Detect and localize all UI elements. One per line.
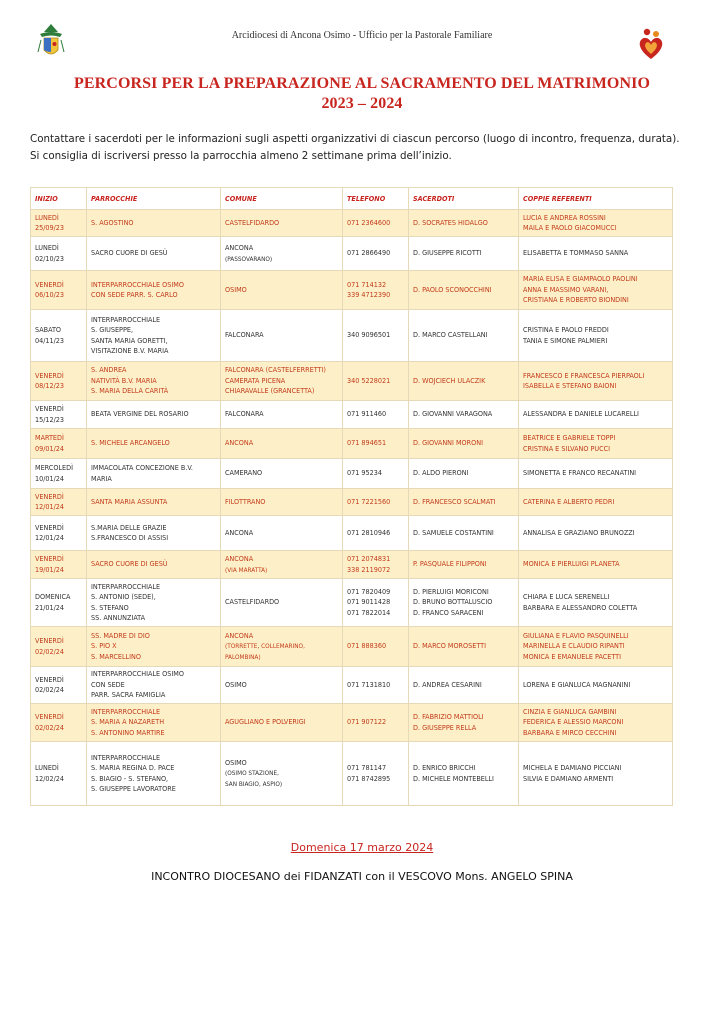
cell-line: PALOMBINA) bbox=[225, 652, 261, 661]
cell-coppie bbox=[519, 551, 673, 579]
cell-sacerdoti bbox=[409, 459, 519, 489]
cell-line: S. ANTONIO (SEDE), bbox=[91, 592, 156, 601]
cell-coppie bbox=[519, 362, 673, 401]
cell-line: MICHELA E DAMIANO PICCIANI bbox=[523, 763, 622, 772]
table-row bbox=[31, 579, 673, 627]
cell-line: 12/01/24 bbox=[35, 502, 65, 511]
cell-line: FRANCESCO E FRANCESCA PIERPAOLI bbox=[523, 370, 645, 380]
cell-line: GIULIANA E FLAVIO PASQUINELLI bbox=[523, 630, 629, 640]
cell-line: 340 9096501 bbox=[347, 330, 391, 340]
cell-telefono bbox=[343, 489, 409, 516]
cell-inizio bbox=[31, 516, 87, 551]
cell-coppie bbox=[519, 627, 673, 667]
table-body bbox=[31, 210, 673, 806]
cell-line: D. MICHELE MONTEBELLI bbox=[413, 773, 494, 783]
cell-line: SS. ANNUNZIATA bbox=[91, 613, 145, 622]
intro-line-2: Si consiglia di iscriversi presso la parrocchia almeno 2 settimane prima dell’inizio. bbox=[30, 150, 452, 162]
table-row bbox=[31, 310, 673, 362]
cell-line: AGUGLIANO E POLVERIGI bbox=[225, 717, 306, 727]
cell-coppie bbox=[519, 742, 673, 806]
intro-text bbox=[30, 131, 700, 165]
cell-line: CRISTIANA E ROBERTO BIONDINI bbox=[523, 295, 629, 305]
cell-line: INTERPARROCCHIALE OSIMO bbox=[91, 279, 184, 289]
cell-line: FALCONARA bbox=[225, 330, 264, 340]
cell-line: CATERINA E ALBERTO PEDRI bbox=[523, 496, 615, 506]
table-row bbox=[31, 271, 673, 310]
cell-line: SANTA MARIA GORETTI, bbox=[91, 335, 168, 345]
cell-comune bbox=[221, 271, 343, 310]
cell-line: D. ALDO PIERONI bbox=[413, 468, 469, 478]
cell-parrocchie bbox=[87, 401, 221, 429]
cell-parrocchie bbox=[87, 271, 221, 310]
cell-line: 071 714132 bbox=[347, 279, 387, 289]
cell-line: S. MARIA DELLA CARITÀ bbox=[91, 386, 169, 396]
cell-line: S.MARIA DELLE GRAZIE bbox=[91, 522, 167, 532]
cell-line: P. PASQUALE FILIPPONI bbox=[413, 559, 487, 569]
page-header bbox=[0, 0, 724, 70]
table-row bbox=[31, 429, 673, 459]
cell-line: S. MARIA REGINA D. PACE bbox=[91, 763, 175, 772]
cell-inizio bbox=[31, 459, 87, 489]
table-row bbox=[31, 667, 673, 704]
cell-line: CAMERATA PICENA bbox=[225, 375, 286, 385]
cell-line: 06/10/23 bbox=[35, 290, 65, 299]
cell-comune bbox=[221, 459, 343, 489]
table-row bbox=[31, 742, 673, 806]
cell-line: D. SOCRATES HIDALGO bbox=[413, 217, 488, 227]
cell-line: MARINELLA E CLAUDIO RIPANTI bbox=[523, 641, 625, 651]
cell-line: CHIARA E LUCA SERENELLI bbox=[523, 592, 610, 601]
header-comune: COMUNE bbox=[221, 188, 343, 210]
cell-line: 25/09/23 bbox=[35, 223, 65, 232]
cell-line: 071 894651 bbox=[347, 438, 387, 448]
cell-telefono bbox=[343, 551, 409, 579]
cell-sacerdoti bbox=[409, 516, 519, 551]
cell-line: CON SEDE PARR. S. CARLO bbox=[91, 290, 178, 299]
cell-line: 02/02/24 bbox=[35, 722, 65, 732]
cell-line: ANCONA bbox=[225, 438, 254, 448]
table-header-row bbox=[31, 188, 673, 210]
cell-line: ANNA E MASSIMO VARANI, bbox=[523, 284, 609, 294]
cell-line: 071 2810946 bbox=[347, 527, 391, 537]
cell-comune bbox=[221, 362, 343, 401]
cell-line: SANTA MARIA ASSUNTA bbox=[91, 496, 168, 506]
cell-line: FALCONARA (CASTELFERRETTI) bbox=[225, 365, 326, 375]
cell-line: OSIMO bbox=[225, 757, 247, 767]
cell-line: 071 2364600 bbox=[347, 217, 391, 227]
cell-telefono bbox=[343, 310, 409, 362]
cell-line: CRISTINA E SILVANO PUCCI bbox=[523, 443, 611, 453]
cell-line: 338 2119072 bbox=[347, 564, 391, 574]
cell-line: LUNEDÌ bbox=[35, 763, 59, 772]
table-row bbox=[31, 489, 673, 516]
cell-line: S.FRANCESCO DI ASSISI bbox=[91, 533, 169, 542]
cell-line: 02/10/23 bbox=[35, 253, 65, 263]
cell-inizio bbox=[31, 210, 87, 237]
table-row bbox=[31, 551, 673, 579]
cell-line: MAILA E PAOLO GIACOMUCCI bbox=[523, 223, 617, 232]
cell-line: 071 2866490 bbox=[347, 248, 391, 258]
cell-comune bbox=[221, 429, 343, 459]
cell-sacerdoti bbox=[409, 271, 519, 310]
cell-parrocchie bbox=[87, 742, 221, 806]
cell-coppie bbox=[519, 210, 673, 237]
event-description: INCONTRO DIOCESANO dei FIDANZATI con il VESCOVO Mons. ANGELO SPINA bbox=[151, 870, 573, 883]
cell-line: INTERPARROCCHIALE OSIMO bbox=[91, 669, 184, 679]
cell-line: VISITAZIONE B.V. MARIA bbox=[91, 346, 169, 355]
cell-line: (OSIMO STAZIONE, bbox=[225, 769, 279, 778]
cell-line: 15/12/23 bbox=[35, 414, 65, 424]
cell-line: D. FABRIZIO MATTIOLI bbox=[413, 712, 484, 721]
cell-line: LUCIA E ANDREA ROSSINI bbox=[523, 212, 606, 222]
cell-comune bbox=[221, 742, 343, 806]
cell-sacerdoti bbox=[409, 704, 519, 742]
cell-line: 04/11/23 bbox=[35, 335, 65, 345]
cell-telefono bbox=[343, 401, 409, 429]
cell-line: D. WOJCIECH ULACZIK bbox=[413, 375, 486, 385]
cell-parrocchie bbox=[87, 362, 221, 401]
cell-line: LUNEDÌ bbox=[35, 212, 59, 222]
organization-name: Arcidiocesi di Ancona Osimo - Ufficio per la Pastorale Familiare bbox=[231, 30, 493, 41]
cell-line: MONICA E EMANUELE PACETTI bbox=[523, 651, 622, 661]
table-row bbox=[31, 516, 673, 551]
cell-inizio bbox=[31, 627, 87, 667]
cell-comune bbox=[221, 210, 343, 237]
cell-line: SS. MADRE DI DIO bbox=[91, 630, 150, 640]
cell-line: FEDERICA E ALESSIO MARCONI bbox=[523, 717, 624, 727]
cell-inizio bbox=[31, 667, 87, 704]
cell-line: 09/01/24 bbox=[35, 443, 65, 453]
cell-parrocchie bbox=[87, 627, 221, 667]
cell-parrocchie bbox=[87, 516, 221, 551]
cell-line: 340 5228021 bbox=[347, 375, 391, 385]
cell-line: D. SAMUELE COSTANTINI bbox=[413, 527, 494, 537]
cell-parrocchie bbox=[87, 459, 221, 489]
cell-line: 071 95234 bbox=[347, 468, 382, 478]
cell-line: ANCONA bbox=[225, 527, 254, 537]
cell-sacerdoti bbox=[409, 551, 519, 579]
cell-coppie bbox=[519, 237, 673, 271]
cell-telefono bbox=[343, 271, 409, 310]
cell-line: CRISTINA E PAOLO FREDDI bbox=[523, 325, 609, 334]
table-row bbox=[31, 704, 673, 742]
event-date bbox=[0, 841, 724, 854]
cell-coppie bbox=[519, 271, 673, 310]
cell-comune bbox=[221, 551, 343, 579]
cell-line: SABATO bbox=[35, 325, 61, 334]
cell-sacerdoti bbox=[409, 310, 519, 362]
bishop-crest-icon bbox=[36, 22, 66, 62]
cell-line: TANIA E SIMONE PALMIERI bbox=[523, 335, 608, 345]
cell-line: VENERDÌ bbox=[35, 712, 64, 721]
table-row bbox=[31, 627, 673, 667]
table-row bbox=[31, 362, 673, 401]
cell-telefono bbox=[343, 210, 409, 237]
cell-line: D. FRANCESCO SCALMATI bbox=[413, 496, 496, 506]
cell-line: BEATRICE E GABRIELE TOPPI bbox=[523, 433, 616, 442]
cell-line: D. PAOLO SCONOCCHINI bbox=[413, 284, 492, 294]
cell-line: D. MARCO CASTELLANI bbox=[413, 330, 488, 340]
cell-line: S. GIUSEPPE, bbox=[91, 325, 133, 334]
cell-sacerdoti bbox=[409, 210, 519, 237]
cell-line: 071 911460 bbox=[347, 409, 387, 419]
cell-line: 071 8742895 bbox=[347, 773, 391, 783]
table-row bbox=[31, 401, 673, 429]
cell-line: MARIA ELISA E GIAMPAOLO PAOLINI bbox=[523, 274, 638, 284]
cell-line: MARTEDÌ bbox=[35, 433, 64, 442]
header-parrocchie: PARROCCHIE bbox=[87, 188, 221, 210]
cell-inizio bbox=[31, 551, 87, 579]
cell-line: OSIMO bbox=[225, 284, 247, 294]
cell-coppie bbox=[519, 516, 673, 551]
cell-line: ANCONA bbox=[225, 630, 254, 640]
cell-parrocchie bbox=[87, 429, 221, 459]
cell-line: FILOTTRANO bbox=[225, 496, 266, 506]
cell-inizio bbox=[31, 742, 87, 806]
header-sacerdoti: SACERDOTI bbox=[409, 188, 519, 210]
cell-line: 19/01/24 bbox=[35, 564, 65, 574]
cell-telefono bbox=[343, 627, 409, 667]
cell-line: D. GIUSEPPE RICOTTI bbox=[413, 248, 482, 258]
cell-line: D. PIERLUIGI MORICONI bbox=[413, 586, 489, 596]
cell-line: INTERPARROCCHIALE bbox=[91, 706, 161, 716]
cell-inizio bbox=[31, 237, 87, 271]
title-line-2: 2023 – 2024 bbox=[321, 95, 403, 112]
table-row bbox=[31, 459, 673, 489]
cell-line: 071 7822014 bbox=[347, 607, 391, 617]
cell-line: VENERDÌ bbox=[35, 554, 64, 563]
cell-line: 071 7820409 bbox=[347, 586, 391, 596]
cell-comune bbox=[221, 627, 343, 667]
cell-line: VENERDÌ bbox=[35, 522, 64, 532]
cell-inizio bbox=[31, 579, 87, 627]
cell-line: 12/01/24 bbox=[35, 533, 65, 542]
cell-line: D. ENRICO BRICCHI bbox=[413, 763, 476, 772]
cell-line: SACRO CUORE DI GESÙ bbox=[91, 559, 168, 569]
header-telefono: TELEFONO bbox=[343, 188, 409, 210]
cell-sacerdoti bbox=[409, 237, 519, 271]
cell-coppie bbox=[519, 310, 673, 362]
cell-telefono bbox=[343, 516, 409, 551]
cell-line: CAMERANO bbox=[225, 468, 263, 478]
cell-line: S. PIO X bbox=[91, 641, 117, 651]
cell-line: CASTELFIDARDO bbox=[225, 597, 280, 607]
cell-line: 12/02/24 bbox=[35, 773, 65, 783]
cell-telefono bbox=[343, 459, 409, 489]
cell-line: BEATA VERGINE DEL ROSARIO bbox=[91, 409, 189, 419]
cell-line: S. MICHELE ARCANGELO bbox=[91, 438, 170, 448]
cell-telefono bbox=[343, 429, 409, 459]
table-row bbox=[31, 210, 673, 237]
cell-line: S. AGOSTINO bbox=[91, 217, 134, 227]
cell-comune bbox=[221, 401, 343, 429]
cell-line: ISABELLA E STEFANO BAIONI bbox=[523, 381, 617, 390]
cell-line: VENERDÌ bbox=[35, 674, 64, 684]
cell-inizio bbox=[31, 489, 87, 516]
cell-inizio bbox=[31, 310, 87, 362]
cell-sacerdoti bbox=[409, 667, 519, 704]
cell-comune bbox=[221, 704, 343, 742]
cell-line: VENERDÌ bbox=[35, 491, 64, 501]
title-line-1: PERCORSI PER LA PREPARAZIONE AL SACRAMENTO DEL MATRIMONIO bbox=[74, 75, 650, 92]
cell-line: DOMENICA bbox=[35, 592, 71, 601]
family-heart-logo-icon bbox=[636, 26, 666, 62]
cell-line: S. STEFANO bbox=[91, 602, 129, 612]
cell-line: OSIMO bbox=[225, 679, 247, 689]
cell-line: SAN BIAGIO, ASPIO) bbox=[225, 779, 283, 788]
cell-coppie bbox=[519, 579, 673, 627]
cell-line: 071 9011428 bbox=[347, 597, 391, 607]
page-title bbox=[0, 74, 724, 114]
cell-line: MONICA E PIERLUIGI PLANETA bbox=[523, 559, 620, 569]
cell-comune bbox=[221, 489, 343, 516]
cell-line: 071 7221560 bbox=[347, 496, 391, 506]
header-coppie: COPPIE REFERENTI bbox=[519, 188, 673, 210]
cell-sacerdoti bbox=[409, 489, 519, 516]
cell-sacerdoti bbox=[409, 742, 519, 806]
cell-line: ALESSANDRA E DANIELE LUCARELLI bbox=[523, 409, 639, 419]
cell-sacerdoti bbox=[409, 429, 519, 459]
cell-line: VENERDÌ bbox=[35, 404, 64, 413]
cell-inizio bbox=[31, 704, 87, 742]
cell-line: SIMONETTA E FRANCO RECANATINI bbox=[523, 468, 637, 478]
cell-line: (PASSOVARANO) bbox=[225, 254, 273, 263]
cell-parrocchie bbox=[87, 667, 221, 704]
cell-line: 071 7131810 bbox=[347, 679, 391, 689]
cell-coppie bbox=[519, 704, 673, 742]
cell-inizio bbox=[31, 271, 87, 310]
cell-line: LUNEDÌ bbox=[35, 243, 59, 252]
cell-line: S. ANTONINO MARTIRE bbox=[91, 727, 165, 737]
cell-line: 071 907122 bbox=[347, 717, 387, 727]
cell-line: ANCONA bbox=[225, 554, 254, 563]
cell-sacerdoti bbox=[409, 579, 519, 627]
cell-line: 339 4712390 bbox=[347, 290, 391, 299]
cell-line: CINZIA E GIANLUCA GAMBINI bbox=[523, 706, 617, 716]
cell-line: 02/02/24 bbox=[35, 685, 65, 694]
cell-coppie bbox=[519, 489, 673, 516]
intro-line-1: Contattare i sacerdoti per le informazioni sugli aspetti organizzativi di ciascun percorso (luogo di incontro, frequenza, durata). bbox=[30, 133, 680, 145]
cell-inizio bbox=[31, 401, 87, 429]
cell-telefono bbox=[343, 362, 409, 401]
cell-line: BARBARA E MIRCO CECCHINI bbox=[523, 727, 617, 737]
header-inizio: INIZIO bbox=[31, 188, 87, 210]
cell-parrocchie bbox=[87, 704, 221, 742]
cell-line: SILVIA E DAMIANO ARMENTI bbox=[523, 773, 614, 783]
cell-coppie bbox=[519, 667, 673, 704]
cell-line: D. BRUNO BOTTALUSCIO bbox=[413, 597, 493, 607]
cell-parrocchie bbox=[87, 579, 221, 627]
cell-line: BARBARA E ALESSANDRO COLETTA bbox=[523, 602, 638, 612]
cell-line: VENERDÌ bbox=[35, 636, 64, 645]
cell-line: INTERPARROCCHIALE bbox=[91, 581, 161, 591]
cell-line: INTERPARROCCHIALE bbox=[91, 752, 161, 762]
cell-line: PARR. SACRA FAMIGLIA bbox=[91, 690, 166, 700]
cell-line: 071 888360 bbox=[347, 641, 387, 651]
cell-line: MERCOLEDÌ bbox=[35, 463, 73, 472]
cell-telefono bbox=[343, 237, 409, 271]
cell-parrocchie bbox=[87, 237, 221, 271]
cell-line: (VIA MARATTA) bbox=[225, 565, 268, 574]
table-row bbox=[31, 237, 673, 271]
cell-comune bbox=[221, 516, 343, 551]
cell-line: VENERDÌ bbox=[35, 370, 64, 380]
cell-line: S. BIAGIO - S. STEFANO, bbox=[91, 773, 169, 783]
cell-line: MARIA bbox=[91, 473, 112, 483]
cell-inizio bbox=[31, 429, 87, 459]
cell-line: FALCONARA bbox=[225, 409, 264, 419]
cell-inizio bbox=[31, 362, 87, 401]
cell-comune bbox=[221, 237, 343, 271]
cell-line: D. MARCO MOROSETTI bbox=[413, 641, 486, 651]
cell-comune bbox=[221, 579, 343, 627]
cell-comune bbox=[221, 310, 343, 362]
cell-line: D. GIOVANNI VARAGONA bbox=[413, 409, 493, 419]
cell-parrocchie bbox=[87, 310, 221, 362]
cell-line: 08/12/23 bbox=[35, 381, 65, 390]
cell-parrocchie bbox=[87, 551, 221, 579]
cell-sacerdoti bbox=[409, 362, 519, 401]
cell-parrocchie bbox=[87, 210, 221, 237]
cell-line: ANCONA bbox=[225, 243, 254, 252]
cell-coppie bbox=[519, 429, 673, 459]
cell-line: 071 2074831 bbox=[347, 554, 391, 563]
cell-line: D. GIOVANNI MORONI bbox=[413, 438, 483, 448]
cell-comune bbox=[221, 667, 343, 704]
cell-line: IMMACOLATA CONCEZIONE B.V. bbox=[91, 463, 193, 472]
cell-line: CON SEDE bbox=[91, 679, 125, 689]
courses-table bbox=[30, 187, 673, 806]
cell-telefono bbox=[343, 667, 409, 704]
cell-line: D. ANDREA CESARINI bbox=[413, 679, 482, 689]
cell-line: ELISABETTA E TOMMASO SANNA bbox=[523, 248, 629, 258]
cell-line: 10/01/24 bbox=[35, 473, 65, 483]
cell-line: NATIVITÀ B.V. MARIA bbox=[91, 375, 157, 385]
cell-line: S. GIUSEPPE LAVORATORE bbox=[91, 784, 176, 793]
cell-line: D. GIUSEPPE RELLA bbox=[413, 722, 477, 732]
cell-telefono bbox=[343, 704, 409, 742]
cell-line: S. MARCELLINO bbox=[91, 651, 141, 661]
cell-sacerdoti bbox=[409, 627, 519, 667]
cell-line: VENERDÌ bbox=[35, 279, 64, 289]
cell-line: CHIARAVALLE (GRANCETTA) bbox=[225, 386, 315, 396]
cell-line: CASTELFIDARDO bbox=[225, 217, 280, 227]
cell-coppie bbox=[519, 459, 673, 489]
cell-telefono bbox=[343, 742, 409, 806]
cell-line: D. FRANCO SARACENI bbox=[413, 607, 484, 617]
cell-line: LORENA E GIANLUCA MAGNANINI bbox=[523, 679, 631, 689]
cell-parrocchie bbox=[87, 489, 221, 516]
cell-line: 02/02/24 bbox=[35, 646, 65, 656]
cell-line: SACRO CUORE DI GESÙ bbox=[91, 248, 168, 258]
cell-line: INTERPARROCCHIALE bbox=[91, 314, 161, 324]
cell-sacerdoti bbox=[409, 401, 519, 429]
cell-telefono bbox=[343, 579, 409, 627]
cell-coppie bbox=[519, 401, 673, 429]
cell-line: 21/01/24 bbox=[35, 602, 65, 612]
cell-line: ANNALISA E GRAZIANO BRUNOZZI bbox=[523, 527, 635, 537]
cell-line: (TORRETTE, COLLEMARINO, bbox=[225, 642, 305, 651]
cell-line: 071 781147 bbox=[347, 763, 387, 772]
event-date-text: Domenica 17 marzo 2024 bbox=[290, 841, 434, 854]
cell-line: S. MARIA A NAZARETH bbox=[91, 717, 165, 727]
cell-line: S. ANDREA bbox=[91, 365, 127, 375]
